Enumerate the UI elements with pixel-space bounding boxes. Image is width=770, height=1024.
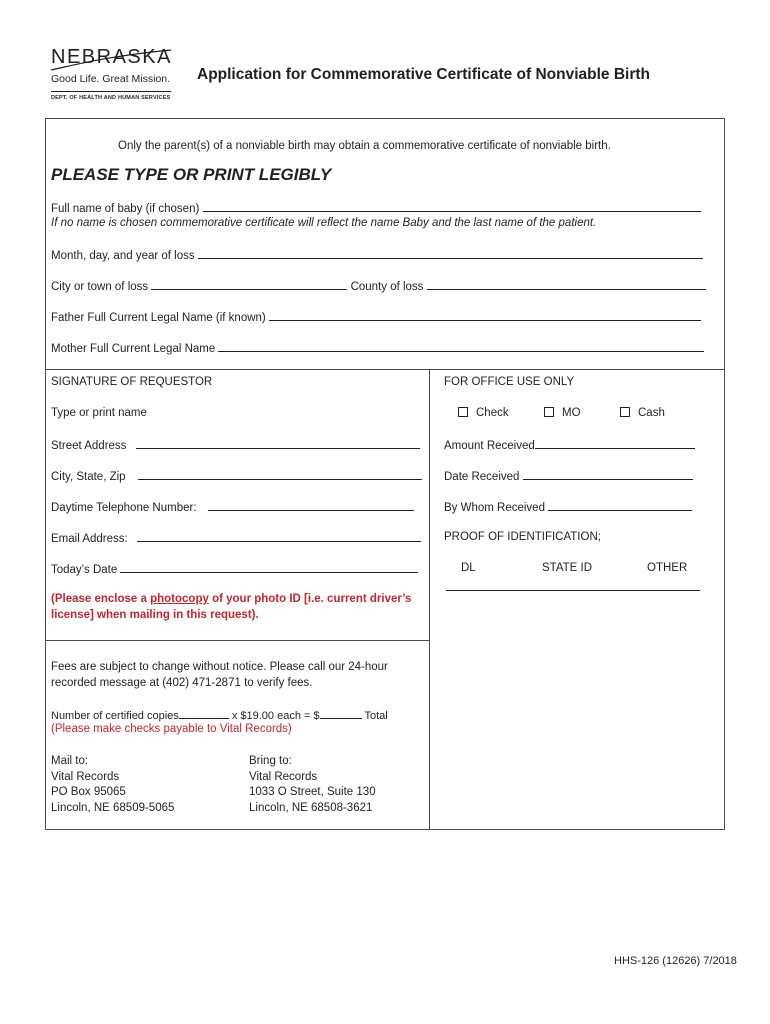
form-title: Application for Commemorative Certificate of Nonviable Birth: [197, 66, 651, 83]
cash-checkbox[interactable]: [620, 407, 630, 417]
email-field[interactable]: [51, 531, 421, 545]
copies-total-line[interactable]: [320, 708, 362, 719]
fees-divider: [45, 640, 429, 641]
amount-received-field[interactable]: [444, 438, 695, 452]
mail-to-line: PO Box 95065: [51, 786, 126, 798]
amount-received-label: Amount Received: [444, 440, 535, 452]
copies-price-label: x $19.00 each = $: [228, 710, 320, 722]
daytime-phone-line[interactable]: [208, 500, 414, 511]
street-address-label: Street Address: [51, 440, 127, 452]
check-checkbox[interactable]: [458, 407, 468, 417]
state-id-option: STATE ID: [542, 562, 593, 574]
photo-id-notice-line2: license] when mailing in this request).: [51, 609, 259, 621]
date-of-loss-label: Month, day, and year of loss: [51, 250, 195, 262]
father-name-line[interactable]: [269, 310, 701, 321]
logo-tagline: Good Life. Great Mission.: [51, 73, 171, 85]
baby-name-line[interactable]: [203, 201, 701, 212]
date-received-line[interactable]: [523, 469, 693, 480]
column-divider: [429, 369, 430, 830]
date-of-loss-field[interactable]: [51, 248, 703, 262]
mail-to-line: Lincoln, NE 68509-5065: [51, 801, 175, 814]
section-divider: [45, 369, 725, 370]
daytime-phone-field[interactable]: [51, 500, 414, 514]
county-of-loss-label: County of loss: [350, 281, 424, 293]
copies-label: Number of certified copies: [51, 710, 179, 722]
mail-to-line: Mail to:: [51, 755, 89, 767]
bring-to-line: Vital Records: [249, 770, 318, 783]
mother-name-field[interactable]: [51, 341, 704, 355]
payment-check-option[interactable]: [458, 407, 509, 419]
checks-payable-note: (Please make checks payable to Vital Records): [51, 723, 292, 735]
cash-label: Cash: [638, 407, 665, 419]
street-address-field[interactable]: [51, 438, 420, 452]
photocopy-text: photocopy: [150, 593, 209, 605]
mother-name-line[interactable]: [218, 341, 704, 352]
date-of-loss-line[interactable]: [198, 248, 703, 259]
bring-to-line: Lincoln, NE 68508-3621: [249, 801, 373, 814]
mail-to-line: Vital Records: [51, 770, 120, 783]
proof-of-identification-label: PROOF OF IDENTIFICATION;: [444, 531, 601, 543]
date-received-label: Date Received: [444, 471, 520, 483]
photo-id-notice-start: (Please enclose a: [51, 593, 151, 605]
street-address-line[interactable]: [136, 438, 420, 449]
requestor-signature-header: SIGNATURE OF REQUESTOR: [51, 376, 213, 388]
todays-date-line[interactable]: [120, 562, 418, 573]
amount-received-line[interactable]: [535, 438, 695, 449]
by-whom-received-line[interactable]: [548, 500, 692, 511]
intro-text: Only the parent(s) of a nonviable birth may obtain a commemorative certificate of nonviable birth.: [118, 140, 611, 152]
baby-name-note: If no name is chosen commemorative certificate will reflect the name Baby and the last name of the patient.: [51, 217, 597, 229]
form-number: HHS-126 (12626) 7/2018: [614, 955, 737, 967]
father-name-field[interactable]: [51, 310, 701, 324]
photo-id-notice-end: of your photo ID [i.e. current driver’s: [208, 593, 412, 605]
payment-cash-option[interactable]: [620, 407, 665, 419]
certified-copies-row: [51, 708, 388, 722]
logo-department: DEPT. OF HEALTH AND HUMAN SERVICES: [51, 95, 171, 101]
mother-name-label: Mother Full Current Legal Name: [51, 343, 216, 355]
by-whom-received-label: By Whom Received: [444, 502, 545, 514]
baby-name-field[interactable]: [51, 201, 701, 215]
copies-total-label: Total: [361, 710, 388, 722]
mail-to-address: [51, 754, 174, 816]
identification-line[interactable]: [446, 590, 700, 591]
email-label: Email Address:: [51, 533, 128, 545]
city-state-zip-label: City, State, Zip: [51, 471, 126, 483]
todays-date-field[interactable]: [51, 562, 418, 576]
payment-mo-option[interactable]: [544, 407, 581, 419]
city-state-zip-line[interactable]: [138, 469, 422, 480]
baby-name-label: Full name of baby (if chosen): [51, 203, 200, 215]
mo-label: MO: [562, 407, 581, 419]
nebraska-logo-wordmark: NEBRASKA: [51, 46, 172, 68]
bring-to-line: Bring to:: [249, 755, 292, 767]
bring-to-line: 1033 O Street, Suite 130: [249, 786, 376, 798]
other-option: OTHER: [647, 562, 688, 574]
office-use-header: FOR OFFICE USE ONLY: [444, 376, 575, 388]
dl-option: DL: [461, 562, 476, 574]
photo-id-notice: [51, 593, 411, 605]
city-of-loss-label: City or town of loss: [51, 281, 149, 293]
daytime-phone-label: Daytime Telephone Number:: [51, 502, 197, 514]
email-line[interactable]: [137, 531, 421, 542]
county-of-loss-line[interactable]: [427, 279, 706, 290]
date-received-field[interactable]: [444, 469, 693, 483]
fees-notice-line1: Fees are subject to change without notice. Please call our 24-hour: [51, 661, 388, 673]
fees-notice-line2: recorded message at (402) 471-2871 to verify fees.: [51, 677, 313, 689]
copies-count-line[interactable]: [179, 708, 229, 719]
father-name-label: Father Full Current Legal Name (if known): [51, 312, 266, 324]
type-print-name-label: Type or print name: [51, 407, 147, 419]
by-whom-received-field[interactable]: [444, 500, 692, 514]
bring-to-address: [249, 754, 376, 816]
location-of-loss-row: [51, 279, 706, 293]
logo-divider: [51, 91, 171, 92]
todays-date-label: Today’s Date: [51, 564, 118, 576]
check-label: Check: [476, 407, 509, 419]
city-state-zip-field[interactable]: [51, 469, 422, 483]
city-of-loss-line[interactable]: [151, 279, 347, 290]
mo-checkbox[interactable]: [544, 407, 554, 417]
print-legibly-heading: PLEASE TYPE OR PRINT LEGIBLY: [51, 165, 332, 184]
